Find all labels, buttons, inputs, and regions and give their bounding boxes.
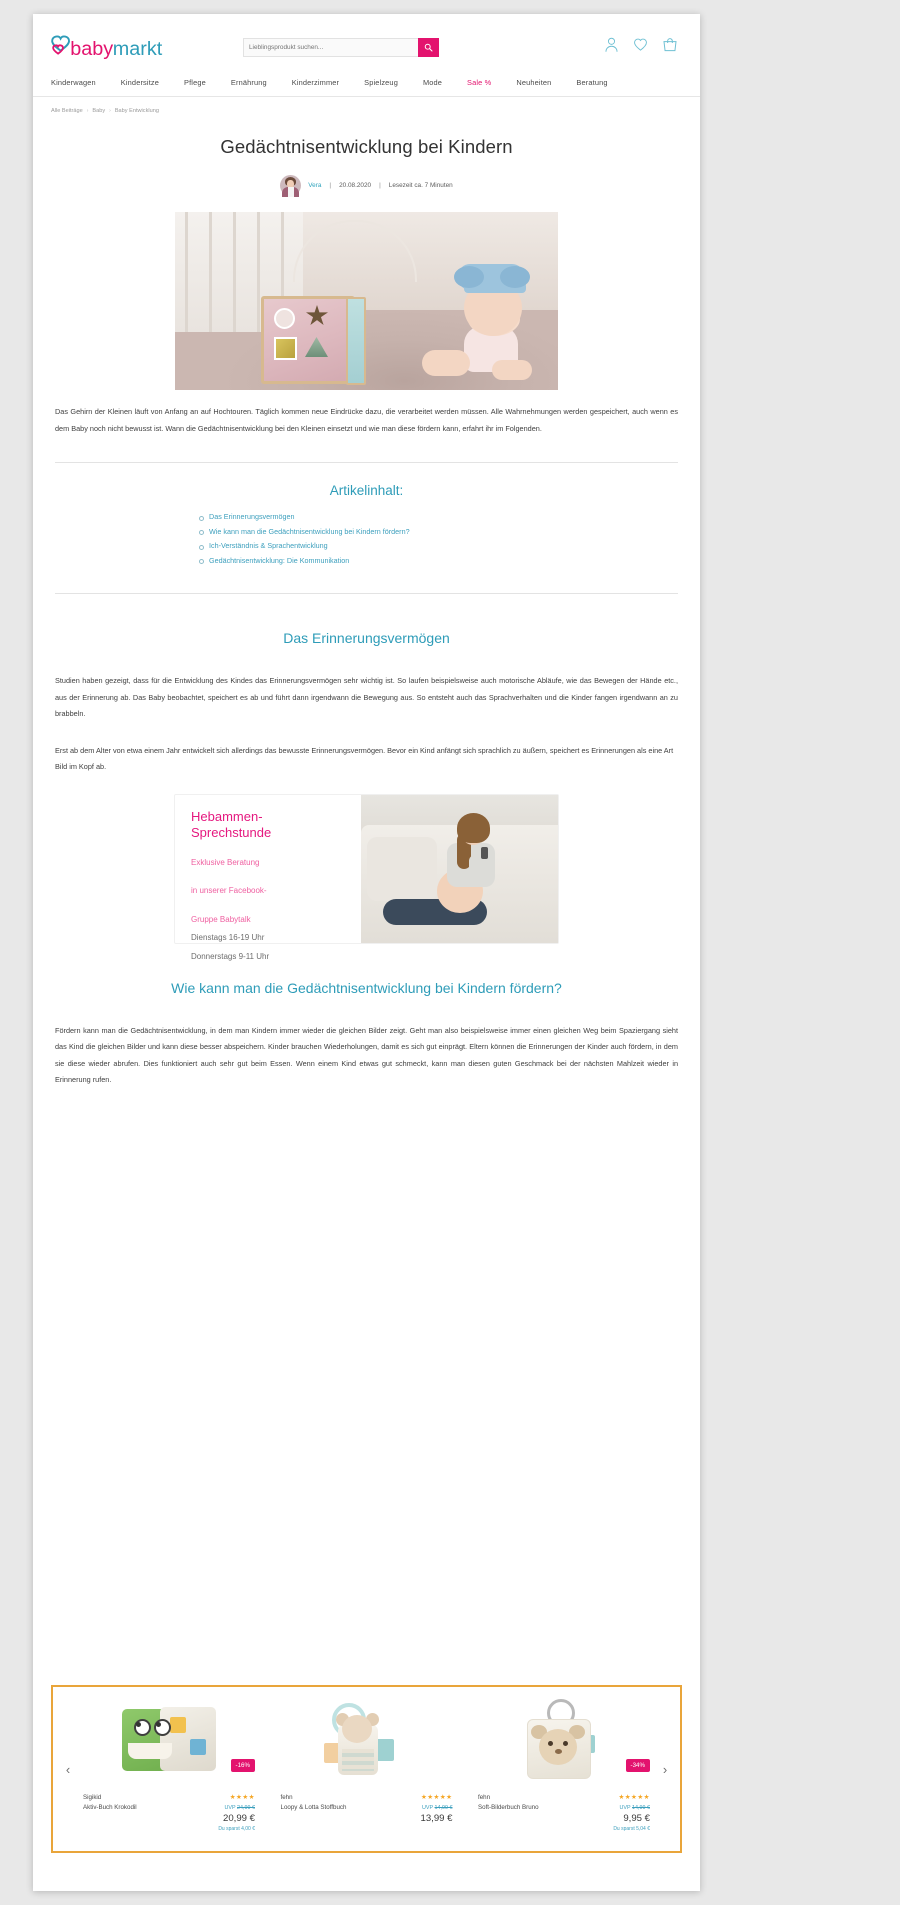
product-image <box>312 1699 422 1783</box>
nav-item-sale[interactable]: Sale % <box>467 78 492 87</box>
product-price: 9,95 € <box>623 1813 650 1824</box>
search-button[interactable] <box>418 38 439 57</box>
toc-item-3[interactable]: Ich-Verständnis & Sprachentwicklung <box>199 539 682 554</box>
publish-date: 20.08.2020 <box>339 182 372 189</box>
main-navigation <box>33 71 700 97</box>
product-name <box>478 1793 539 1812</box>
banner-photo <box>361 795 558 943</box>
section2-paragraph-1: Fördern kann man die Gedächtnisentwicklung, in dem man Kindern immer wieder die gleichen Bilder zeigt. Geht man also beispielsweise immer einen gleichen Weg beim Spaziergang sieht das Kind die gleichen Bilder und kann diese besser abspeichern. Kinder brauchen Wiederholungen, damit es sich gut einprägt. Eltern können die Erinnerungen der Kinder auch fördern, in dem sie diese wieder abrufen. Dies funktioniert auch sehr gut beim Essen. Wenn einem Kind etwas gut schmeckt, kann man diesen guten Geschmack bei der nächsten Mahlzeit wieder in Erinnerung rufen. <box>55 1025 678 1084</box>
product-brand: Sigikid <box>83 1794 102 1801</box>
product-title: Loopy & Lotta Stoffbuch <box>280 1803 347 1811</box>
discount-badge: -16% <box>231 1759 255 1772</box>
product-carousel <box>51 1685 682 1853</box>
babymarkt-logo[interactable] <box>51 32 171 62</box>
product-savings: Du sparst 5,04 € <box>613 1826 650 1832</box>
product-card[interactable] <box>281 1699 453 1851</box>
rating-stars: ★★★★★ <box>618 1794 650 1801</box>
nav-item-beratung[interactable]: Beratung <box>576 78 608 87</box>
uvp-price: 14,99 € <box>632 1805 650 1811</box>
rating-stars: ★★★★ <box>229 1794 255 1801</box>
product-title: Soft-Bilderbuch Bruno <box>478 1803 539 1811</box>
svg-text:baby: baby <box>70 37 114 60</box>
uvp-label: UVP <box>422 1805 433 1811</box>
cart-icon[interactable] <box>662 37 678 58</box>
byline-separator: | <box>379 182 381 189</box>
banner-sub-line2: in unserer Facebook- <box>191 886 267 895</box>
site-header <box>33 14 700 97</box>
uvp-label: UVP <box>619 1805 631 1811</box>
section-heading-erinnerungsvermoegen: Das Erinnerungsvermögen <box>283 630 450 646</box>
product-uvp <box>422 1805 453 1811</box>
product-image <box>509 1699 619 1783</box>
article-byline <box>51 175 682 196</box>
breadcrumb-item-alle-beitraege[interactable]: Alle Beiträge <box>51 108 83 114</box>
nav-item-kindersitze[interactable]: Kindersitze <box>120 78 160 87</box>
svg-text:markt: markt <box>112 37 163 60</box>
product-savings: Du sparst 4,00 € <box>218 1826 255 1832</box>
product-uvp <box>620 1805 651 1811</box>
breadcrumb-item-baby-entwicklung[interactable]: Baby Entwicklung <box>114 108 159 114</box>
product-card[interactable] <box>478 1699 650 1851</box>
table-of-contents <box>51 510 682 568</box>
section1-paragraph-2: Erst ab dem Alter von etwa einem Jahr entwickelt sich allerdings das bewusste Erinnerungsvermögen. Bevor ein Kind anfängt sich sprachlich zu äußern, speichert es Erinnerungen als eine Art Bild im Kopf ab. <box>55 745 674 771</box>
uvp-label: UVP <box>224 1805 236 1811</box>
search-input[interactable] <box>243 38 418 57</box>
breadcrumb-separator-icon: › <box>86 108 89 114</box>
product-title: Aktiv-Buch Krokodil <box>83 1803 137 1811</box>
author-name[interactable]: Vera <box>308 182 322 189</box>
uvp-price: 14,99 € <box>434 1805 453 1811</box>
banner-time-line2: Donnerstags 9-11 Uhr <box>191 951 270 961</box>
product-card[interactable] <box>83 1699 255 1851</box>
reading-time: Lesezeit ca. 7 Minuten <box>388 182 453 189</box>
banner-title-line2: Sprechstunde <box>191 824 272 840</box>
table-of-contents-title: Artikelinhalt: <box>329 483 404 498</box>
article-intro-paragraph: Das Gehirn der Kleinen läuft von Anfang an auf Hochtouren. Täglich kommen neue Eindrücke dazu, die verarbeitet werden müssen. Alle Wahrnehmungen werden gespeichert, auch wenn es dem Baby noch nicht bewusst ist. Wann die Gedächtnisentwicklung bei den Kleinen einsetzt und wie man diese fördern kann, erfahrt ihr im Folgenden. <box>55 407 678 433</box>
header-icon-group <box>604 37 682 58</box>
nav-item-ernaehrung[interactable]: Ernährung <box>230 78 267 87</box>
nav-item-neuheiten[interactable]: Neuheiten <box>516 78 552 87</box>
page-title: Gedächtnisentwicklung bei Kindern <box>220 136 513 157</box>
hero-image <box>175 212 558 390</box>
breadcrumb <box>33 97 700 114</box>
uvp-price: 24,99 € <box>237 1805 255 1811</box>
author-avatar <box>280 175 301 196</box>
nav-item-kinderwagen[interactable]: Kinderwagen <box>51 78 96 87</box>
breadcrumb-separator-icon: › <box>109 108 111 114</box>
carousel-track <box>83 1687 650 1851</box>
header-top-bar <box>33 14 700 71</box>
product-name <box>83 1793 137 1812</box>
banner-text-block <box>175 795 361 961</box>
product-price: 20,99 € <box>222 1813 255 1824</box>
banner-sub-line3: Gruppe Babytalk <box>191 914 251 924</box>
wishlist-icon[interactable] <box>633 37 648 57</box>
product-price: 13,99 € <box>420 1813 453 1824</box>
browser-page <box>33 14 700 1891</box>
banner-sub-line1: Exklusive Beratung <box>191 857 260 867</box>
toc-item-2[interactable]: Wie kann man die Gedächtnisentwicklung bei Kindern fördern? <box>199 525 682 540</box>
hebammen-sprechstunde-banner[interactable] <box>174 794 559 961</box>
divider <box>55 462 678 463</box>
carousel-prev-arrow-icon[interactable]: ‹ <box>65 1761 71 1777</box>
product-brand: fehn <box>280 1794 293 1801</box>
article-body <box>33 136 700 1089</box>
banner-time-line1: Dienstags 16-19 Uhr <box>191 933 265 942</box>
divider <box>55 593 678 594</box>
product-brand: fehn <box>478 1794 491 1801</box>
section-heading-foerdern: Wie kann man die Gedächtnisentwicklung bei Kindern fördern? <box>171 979 562 996</box>
nav-item-spielzeug[interactable]: Spielzeug <box>364 78 398 87</box>
nav-item-kinderzimmer[interactable]: Kinderzimmer <box>291 78 340 87</box>
nav-item-mode[interactable]: Mode <box>422 78 443 87</box>
nav-item-pflege[interactable]: Pflege <box>184 78 206 87</box>
search-bar[interactable] <box>243 38 439 57</box>
breadcrumb-item-baby[interactable]: Baby <box>92 108 106 114</box>
toc-item-4[interactable]: Gedächtnisentwicklung: Die Kommunikation <box>199 554 682 569</box>
byline-separator: | <box>329 182 332 189</box>
rating-stars: ★★★★★ <box>420 1794 453 1801</box>
carousel-next-arrow-icon[interactable]: › <box>662 1761 668 1777</box>
discount-badge: -34% <box>626 1759 650 1772</box>
product-image <box>114 1699 224 1783</box>
product-name <box>281 1793 347 1812</box>
account-icon[interactable] <box>604 37 619 58</box>
toc-item-1[interactable]: Das Erinnerungsvermögen <box>199 510 682 525</box>
banner-title-line1: Hebammen- <box>191 808 263 824</box>
search-icon <box>424 43 433 52</box>
section1-paragraph-1: Studien haben gezeigt, dass für die Entwicklung des Kindes das Erinnerungsvermögen sehr wichtig ist. So laufen beispielsweise auch motorische Abläufe, wie das Bewegen der Hände etc., aus der Erinnerung ab. Das Baby beobachtet, speichert es ab und führt dann irgendwann die Bewegung aus. So entsteht auch das Sprachverhalten und die Kinder fangen irgendwann an zu brabbeln. <box>55 676 678 718</box>
product-uvp <box>225 1805 256 1811</box>
